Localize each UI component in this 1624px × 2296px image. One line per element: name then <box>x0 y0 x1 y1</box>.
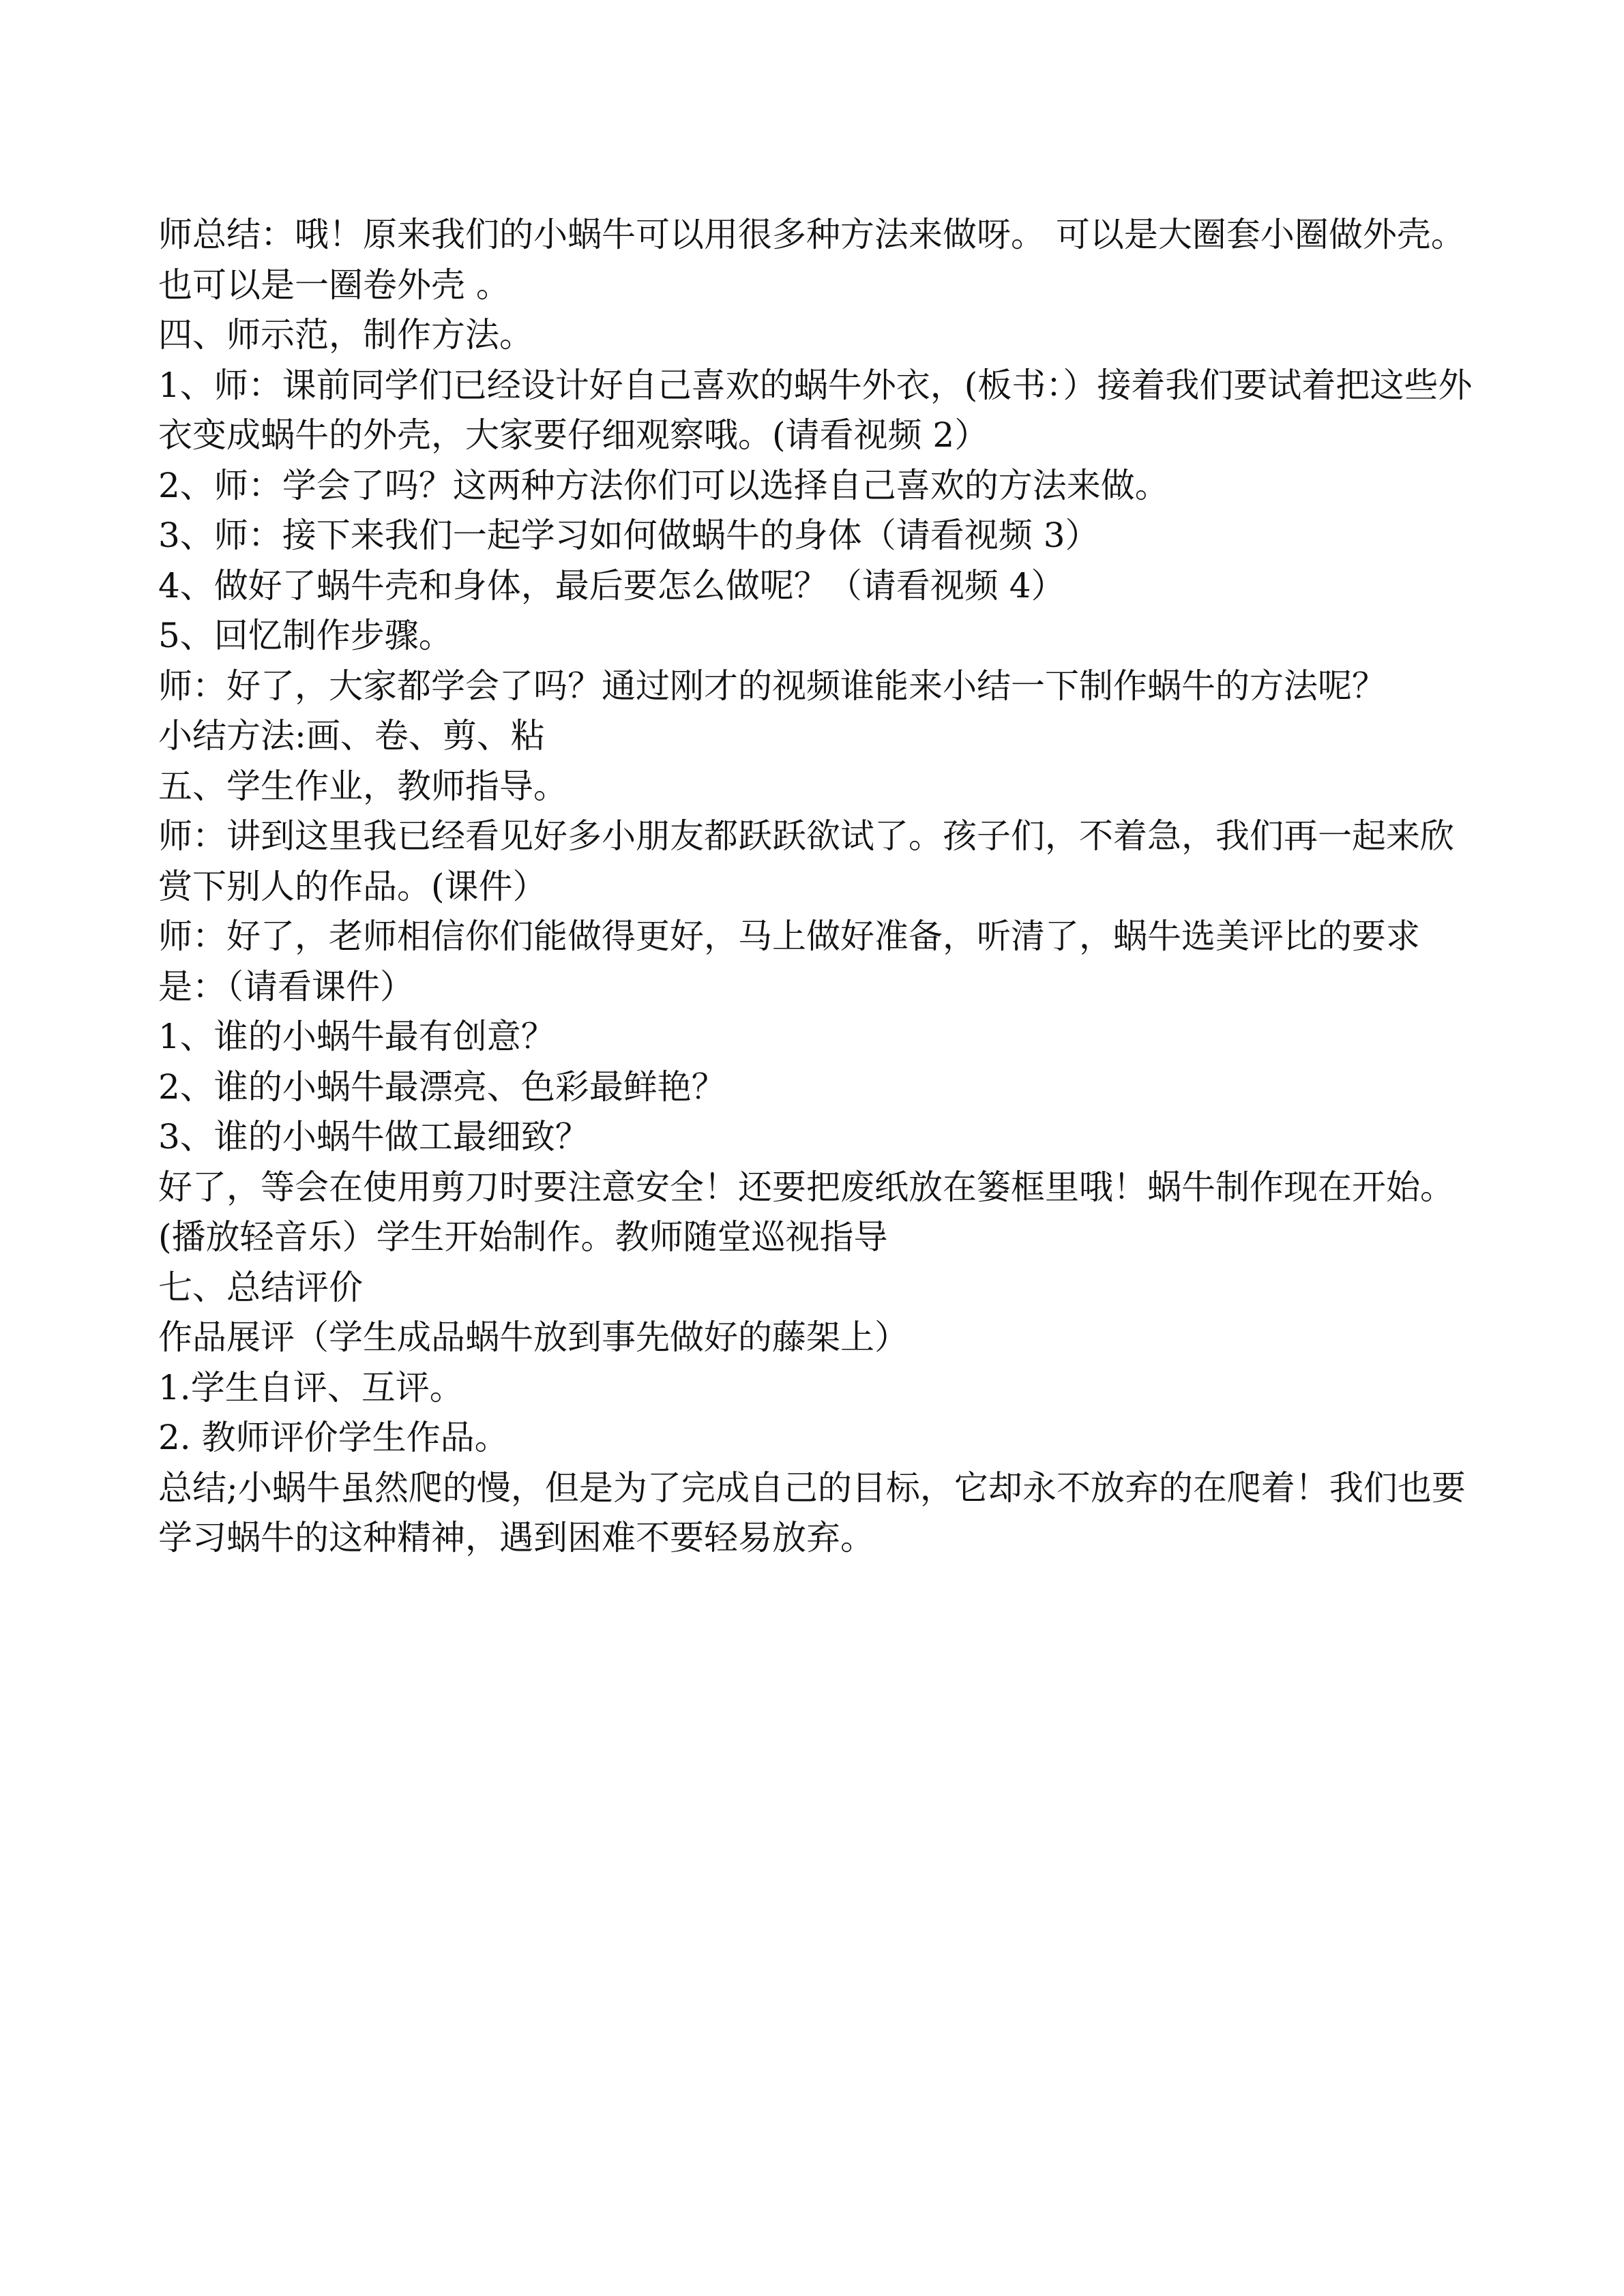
section-heading-evaluation: 七、总结评价 <box>158 1267 363 1307</box>
section-heading-demo: 四、师示范，制作方法。 <box>158 315 533 355</box>
list-item-teacher-review: 2. 教师评价学生作品。 <box>158 1418 509 1457</box>
list-item-step-2: 2、师：学会了吗？这两种方法你们可以选择自己喜欢的方法来做。 <box>158 465 1169 505</box>
paragraph-exhibit: 作品展评（学生成品蜗牛放到事先做好的藤架上） <box>158 1317 909 1357</box>
list-item-criteria-3: 3、谁的小蜗牛做工最细致？ <box>158 1117 589 1157</box>
paragraph-conclusion: 总结;小蜗牛虽然爬的慢，但是为了完成自己的目标，它却永不放弃的在爬着！我们也要学习蜗牛的这种精神，遇到困难不要轻易放弃。 <box>158 1467 1466 1557</box>
list-item-step-3: 3、师：接下来我们一起学习如何做蜗牛的身体（请看视频 3） <box>158 516 1099 555</box>
paragraph-safety: 好了，等会在使用剪刀时要注意安全！还要把废纸放在篓框里哦！蜗牛制作现在开始。(播放轻音乐）学生开始制作。教师随堂巡视指导 <box>158 1167 1454 1257</box>
list-item-step-5: 5、回忆制作步骤。 <box>158 616 453 655</box>
list-item-criteria-1: 1、谁的小蜗牛最有创意？ <box>158 1017 555 1056</box>
list-item-step-1: 1、师：课前同学们已经设计好自己喜欢的蜗牛外衣，(板书：）接着我们要试着把这些外衣变成蜗牛的外壳，大家要仔细观察哦。(请看视频 2） <box>158 365 1473 455</box>
paragraph-teacher-appreciate: 师：讲到这里我已经看见好多小朋友都跃跃欲试了。孩子们，不着急，我们再一起来欣赏下别人的作品。(课件） <box>158 816 1454 906</box>
paragraph-teacher-requirements: 师：好了，老师相信你们能做得更好，马上做好准备，听清了，蜗牛选美评比的要求是：（请看课件） <box>158 916 1420 1007</box>
document-body <box>158 210 1481 1564</box>
list-item-self-review: 1.学生自评、互评。 <box>158 1367 464 1407</box>
section-heading-homework: 五、学生作业，教师指导。 <box>158 766 567 806</box>
list-item-criteria-2: 2、谁的小蜗牛最漂亮、色彩最鲜艳？ <box>158 1067 726 1107</box>
paragraph-teacher-question: 师：好了，大家都学会了吗？通过刚才的视频谁能来小结一下制作蜗牛的方法呢？ <box>158 666 1386 706</box>
paragraph-summary: 师总结：哦！原来我们的小蜗牛可以用很多种方法来做呀。 可以是大圈套小圈做外壳。 也可以是一圈卷外壳 。 <box>158 215 1465 305</box>
list-item-step-4: 4、做好了蜗牛壳和身体，最后要怎么做呢？（请看视频 4） <box>158 565 1065 606</box>
paragraph-method-summary: 小结方法:画、卷、剪、粘 <box>158 716 545 756</box>
